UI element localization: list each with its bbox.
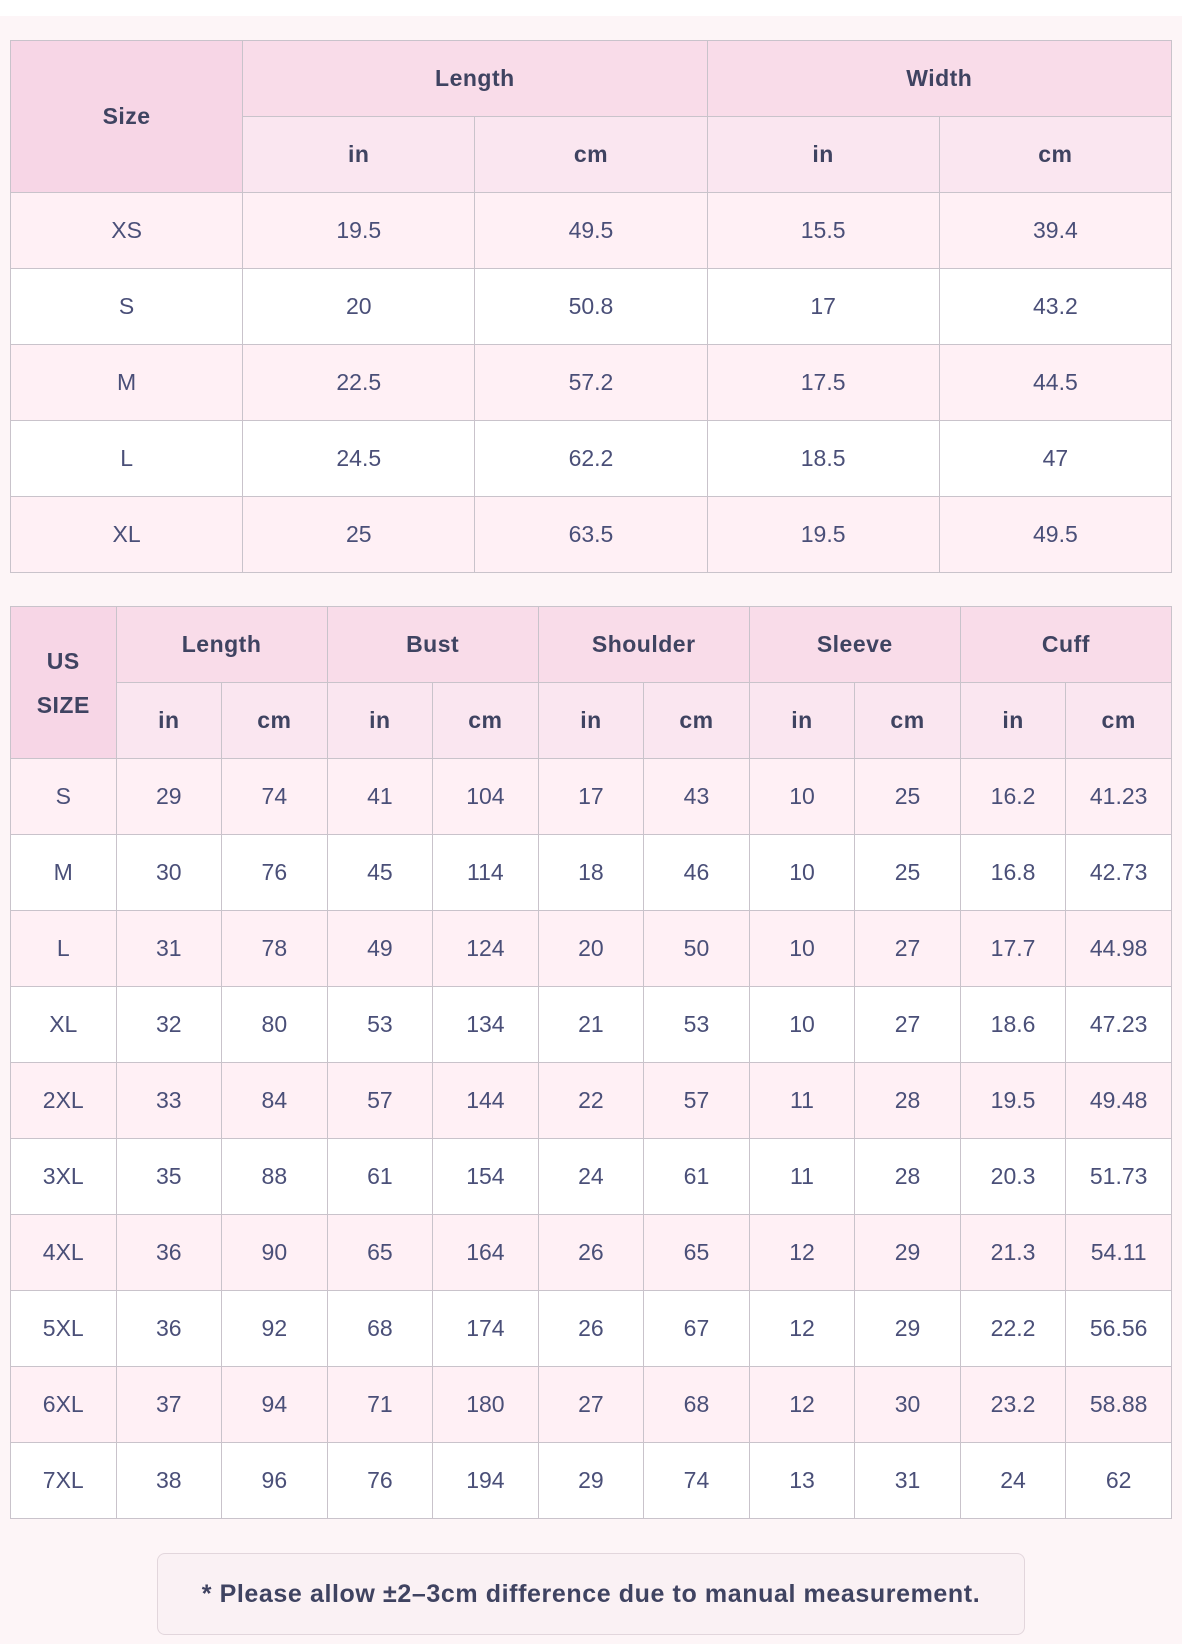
measurement-cell: 194 [433, 1443, 539, 1519]
measurement-cell: 30 [855, 1367, 961, 1443]
measurement-cell: 10 [749, 911, 855, 987]
measurement-cell: 56.56 [1066, 1291, 1172, 1367]
measurement-cell: 31 [855, 1443, 961, 1519]
unit-header: cm [433, 683, 539, 759]
table-2-unit-header-row [11, 683, 1172, 759]
measurement-cell: 68 [327, 1291, 433, 1367]
measurement-cell: 20.3 [960, 1139, 1066, 1215]
unit-header: in [749, 683, 855, 759]
measurement-cell: 11 [749, 1139, 855, 1215]
measurement-cell: 19.5 [707, 497, 939, 573]
size-cell: 6XL [11, 1367, 117, 1443]
table-row [11, 1291, 1172, 1367]
measurement-cell: 25 [855, 835, 961, 911]
size-header: Size [11, 41, 243, 193]
measurement-cell: 43 [644, 759, 750, 835]
measurement-cell: 96 [222, 1443, 328, 1519]
measurement-cell: 92 [222, 1291, 328, 1367]
table-row [11, 1215, 1172, 1291]
measurement-cell: 57.2 [475, 345, 707, 421]
size-cell: 5XL [11, 1291, 117, 1367]
measurement-cell: 15.5 [707, 193, 939, 269]
size-cell: 4XL [11, 1215, 117, 1291]
measurement-cell: 90 [222, 1215, 328, 1291]
measurement-cell: 17 [538, 759, 644, 835]
measurement-cell: 17.5 [707, 345, 939, 421]
size-cell: XS [11, 193, 243, 269]
measurement-cell: 19.5 [243, 193, 475, 269]
measurement-cell: 22.5 [243, 345, 475, 421]
measurement-cell: 25 [243, 497, 475, 573]
measurement-cell: 68 [644, 1367, 750, 1443]
measurement-cell: 37 [116, 1367, 222, 1443]
measurement-cell: 27 [538, 1367, 644, 1443]
unit-header: in [116, 683, 222, 759]
measurement-cell: 20 [538, 911, 644, 987]
table-row [11, 1139, 1172, 1215]
measurement-cell: 51.73 [1066, 1139, 1172, 1215]
measurement-cell: 21.3 [960, 1215, 1066, 1291]
measurement-cell: 53 [644, 987, 750, 1063]
measurement-cell: 124 [433, 911, 539, 987]
bust-header: Bust [327, 607, 538, 683]
measurement-cell: 44.5 [939, 345, 1171, 421]
measurement-cell: 30 [116, 835, 222, 911]
unit-header: in [960, 683, 1066, 759]
size-cell: 3XL [11, 1139, 117, 1215]
measurement-cell: 17 [707, 269, 939, 345]
measurement-cell: 58.88 [1066, 1367, 1172, 1443]
measurement-cell: 47.23 [1066, 987, 1172, 1063]
size-chart-table-2 [10, 606, 1172, 1519]
size-cell: XL [11, 497, 243, 573]
measurement-cell: 84 [222, 1063, 328, 1139]
measurement-cell: 71 [327, 1367, 433, 1443]
measurement-cell: 174 [433, 1291, 539, 1367]
measurement-cell: 10 [749, 987, 855, 1063]
measurement-cell: 29 [855, 1215, 961, 1291]
unit-header: cm [855, 683, 961, 759]
table-row [11, 759, 1172, 835]
table-row [11, 497, 1172, 573]
measurement-cell: 134 [433, 987, 539, 1063]
measurement-cell: 61 [327, 1139, 433, 1215]
measurement-cell: 32 [116, 987, 222, 1063]
unit-header: cm [222, 683, 328, 759]
measurement-cell: 80 [222, 987, 328, 1063]
measurement-cell: 31 [116, 911, 222, 987]
measurement-cell: 23.2 [960, 1367, 1066, 1443]
measurement-cell: 164 [433, 1215, 539, 1291]
measurement-cell: 76 [222, 835, 328, 911]
unit-header: in [243, 117, 475, 193]
unit-header: cm [939, 117, 1171, 193]
measurement-cell: 22 [538, 1063, 644, 1139]
length-header: Length [116, 607, 327, 683]
measurement-cell: 36 [116, 1215, 222, 1291]
measurement-cell: 50 [644, 911, 750, 987]
measurement-cell: 49.5 [939, 497, 1171, 573]
measurement-cell: 180 [433, 1367, 539, 1443]
measurement-cell: 154 [433, 1139, 539, 1215]
table-row [11, 1367, 1172, 1443]
measurement-cell: 74 [222, 759, 328, 835]
measurement-cell: 57 [327, 1063, 433, 1139]
unit-header: cm [1066, 683, 1172, 759]
table-row [11, 1443, 1172, 1519]
table-1-body [11, 193, 1172, 573]
measurement-cell: 22.2 [960, 1291, 1066, 1367]
measurement-cell: 21 [538, 987, 644, 1063]
measurement-cell: 39.4 [939, 193, 1171, 269]
measurement-cell: 20 [243, 269, 475, 345]
size-cell: XL [11, 987, 117, 1063]
measurement-cell: 24 [960, 1443, 1066, 1519]
unit-header: in [327, 683, 433, 759]
measurement-cell: 19.5 [960, 1063, 1066, 1139]
measurement-cell: 41.23 [1066, 759, 1172, 835]
size-cell: M [11, 835, 117, 911]
size-cell: L [11, 421, 243, 497]
width-header: Width [707, 41, 1171, 117]
table-row [11, 269, 1172, 345]
us-size-header-line-1: US [46, 647, 80, 674]
measurement-cell: 36 [116, 1291, 222, 1367]
measurement-cell: 38 [116, 1443, 222, 1519]
cuff-header: Cuff [960, 607, 1171, 683]
measurement-cell: 65 [327, 1215, 433, 1291]
size-cell: 7XL [11, 1443, 117, 1519]
measurement-cell: 43.2 [939, 269, 1171, 345]
measurement-cell: 16.2 [960, 759, 1066, 835]
measurement-cell: 42.73 [1066, 835, 1172, 911]
measurement-cell: 29 [855, 1291, 961, 1367]
measurement-cell: 12 [749, 1367, 855, 1443]
size-chart-table-1 [10, 40, 1172, 573]
measurement-cell: 63.5 [475, 497, 707, 573]
measurement-cell: 67 [644, 1291, 750, 1367]
measurement-cell: 29 [538, 1443, 644, 1519]
measurement-cell: 28 [855, 1139, 961, 1215]
measurement-cell: 45 [327, 835, 433, 911]
measurement-cell: 53 [327, 987, 433, 1063]
measurement-cell: 25 [855, 759, 961, 835]
measurement-cell: 27 [855, 987, 961, 1063]
table-row [11, 193, 1172, 269]
measurement-cell: 41 [327, 759, 433, 835]
shoulder-header: Shoulder [538, 607, 749, 683]
measurement-cell: 47 [939, 421, 1171, 497]
measurement-cell: 11 [749, 1063, 855, 1139]
table-2-group-header-row [11, 607, 1172, 683]
table-row [11, 345, 1172, 421]
measurement-cell: 65 [644, 1215, 750, 1291]
measurement-cell: 74 [644, 1443, 750, 1519]
measurement-cell: 62.2 [475, 421, 707, 497]
table-row [11, 421, 1172, 497]
measurement-cell: 78 [222, 911, 328, 987]
size-cell: S [11, 269, 243, 345]
unit-header: cm [475, 117, 707, 193]
measurement-cell: 49.48 [1066, 1063, 1172, 1139]
table-2-body [11, 759, 1172, 1519]
unit-header: in [707, 117, 939, 193]
measurement-cell: 62 [1066, 1443, 1172, 1519]
measurement-cell: 24.5 [243, 421, 475, 497]
unit-header: in [538, 683, 644, 759]
measurement-cell: 16.8 [960, 835, 1066, 911]
measurement-cell: 50.8 [475, 269, 707, 345]
measurement-cell: 26 [538, 1291, 644, 1367]
measurement-cell: 18 [538, 835, 644, 911]
measurement-cell: 29 [116, 759, 222, 835]
measurement-cell: 17.7 [960, 911, 1066, 987]
measurement-cell: 10 [749, 759, 855, 835]
measurement-cell: 27 [855, 911, 961, 987]
measurement-cell: 57 [644, 1063, 750, 1139]
measurement-cell: 144 [433, 1063, 539, 1139]
measurement-cell: 44.98 [1066, 911, 1172, 987]
measurement-cell: 28 [855, 1063, 961, 1139]
measurement-cell: 104 [433, 759, 539, 835]
measurement-cell: 54.11 [1066, 1215, 1172, 1291]
measurement-cell: 33 [116, 1063, 222, 1139]
size-cell: M [11, 345, 243, 421]
measurement-cell: 114 [433, 835, 539, 911]
measurement-cell: 18.5 [707, 421, 939, 497]
us-size-header [11, 607, 117, 759]
measurement-cell: 12 [749, 1215, 855, 1291]
measurement-cell: 35 [116, 1139, 222, 1215]
size-cell: S [11, 759, 117, 835]
table-row [11, 1063, 1172, 1139]
measurement-cell: 88 [222, 1139, 328, 1215]
sleeve-header: Sleeve [749, 607, 960, 683]
size-cell: L [11, 911, 117, 987]
measurement-cell: 61 [644, 1139, 750, 1215]
measurement-cell: 94 [222, 1367, 328, 1443]
table-row [11, 911, 1172, 987]
measurement-cell: 76 [327, 1443, 433, 1519]
size-cell: 2XL [11, 1063, 117, 1139]
table-row [11, 835, 1172, 911]
measurement-cell: 24 [538, 1139, 644, 1215]
measurement-note: * Please allow ±2–3cm difference due to manual measurement. [157, 1553, 1025, 1635]
measurement-cell: 46 [644, 835, 750, 911]
table-row [11, 987, 1172, 1063]
measurement-cell: 10 [749, 835, 855, 911]
measurement-cell: 18.6 [960, 987, 1066, 1063]
measurement-cell: 49.5 [475, 193, 707, 269]
top-band [0, 0, 1182, 16]
measurement-cell: 49 [327, 911, 433, 987]
measurement-cell: 13 [749, 1443, 855, 1519]
us-size-header-line-2: SIZE [36, 691, 90, 718]
length-header: Length [243, 41, 707, 117]
measurement-cell: 26 [538, 1215, 644, 1291]
unit-header: cm [644, 683, 750, 759]
table-1-group-header-row [11, 41, 1172, 117]
measurement-cell: 12 [749, 1291, 855, 1367]
